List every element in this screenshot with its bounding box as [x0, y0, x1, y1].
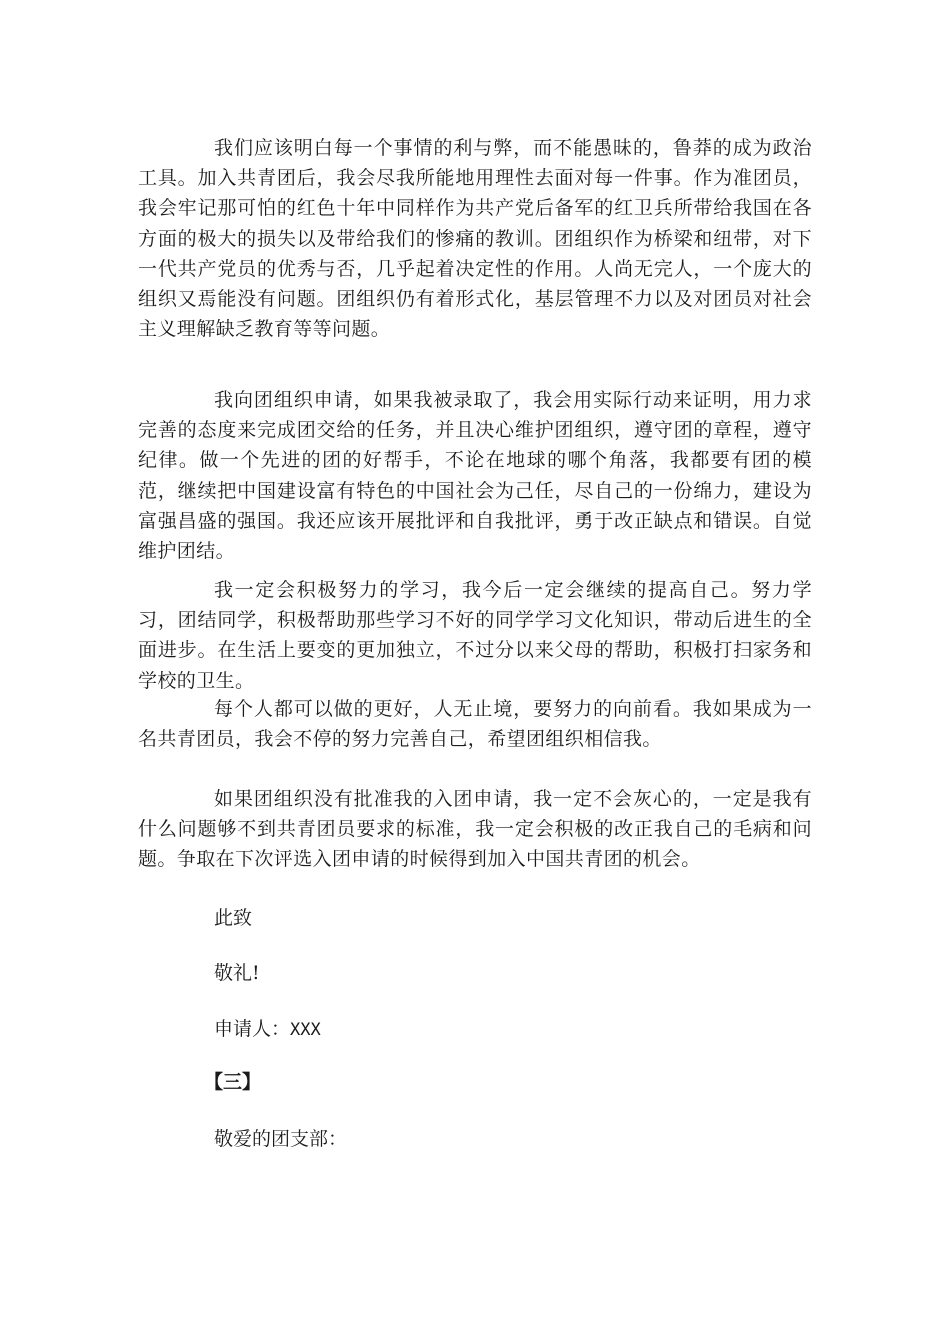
signature-line: [214, 1014, 321, 1045]
section-marker: 【三】: [204, 1071, 262, 1093]
body-paragraph-5: 如果团组织没有批准我的入团申请，我一定不会灰心的，一定是我有什么问题够不到共青团员要求的标准，我一定会积极的改正我自己的毛病和问题。争取在下次评选入团申请的时候得到加入中国共青团的机会。: [138, 788, 812, 871]
signature-label: 申请人：: [214, 1018, 291, 1040]
body-paragraph-1: 我们应该明白每一个事情的利与弊，而不能愚昧的，鲁莽的成为政治工具。加入共青团后，我会尽我所能地用理性去面对每一件事。作为准团员，我会牢记那可怕的红色十年中同样作为共产党后备军的红卫兵所带给我国在各方面的极大的损失以及带给我们的惨痛的教训。团组织作为桥梁和纽带，对下一代共产党员的优秀与否，几乎起着决定性的作用。人尚无完人，一个庞大的组织又焉能没有问题。团组织仍有着形式化，基层管理不力以及对团员对社会主义理解缺乏教育等等问题。: [138, 137, 812, 341]
closing-line-1: 此致: [214, 907, 253, 929]
closing-line-2: 敬礼!: [214, 962, 260, 984]
signature-name: XXX: [290, 1020, 321, 1040]
salutation-line: 敬爱的团支部：: [214, 1128, 348, 1150]
body-paragraph-4: 每个人都可以做的更好，人无止境，要努力的向前看。我如果成为一名共青团员，我会不停的努力完善自己，希望团组织相信我。: [138, 698, 812, 751]
body-paragraph-3: 我一定会积极努力的学习，我今后一定会继续的提高自己。努力学习，团结同学，积极帮助那些学习不好的同学学习文化知识，带动后进生的全面进步。在生活上要变的更加独立，不过分以来父母的帮助，积极打扫家务和学校的卫生。: [138, 579, 812, 692]
body-paragraph-2: 我向团组织申请，如果我被录取了，我会用实际行动来证明，用力求完善的态度来完成团交给的任务，并且决心维护团组织，遵守团的章程，遵守纪律。做一个先进的团的好帮手，不论在地球的哪个角落，我都要有团的模范，继续把中国建设富有特色的中国社会为己任，尽自己的一份绵力，建设为富强昌盛的强国。我还应该开展批评和自我批评，勇于改正缺点和错误。自觉维护团结。: [138, 389, 812, 563]
